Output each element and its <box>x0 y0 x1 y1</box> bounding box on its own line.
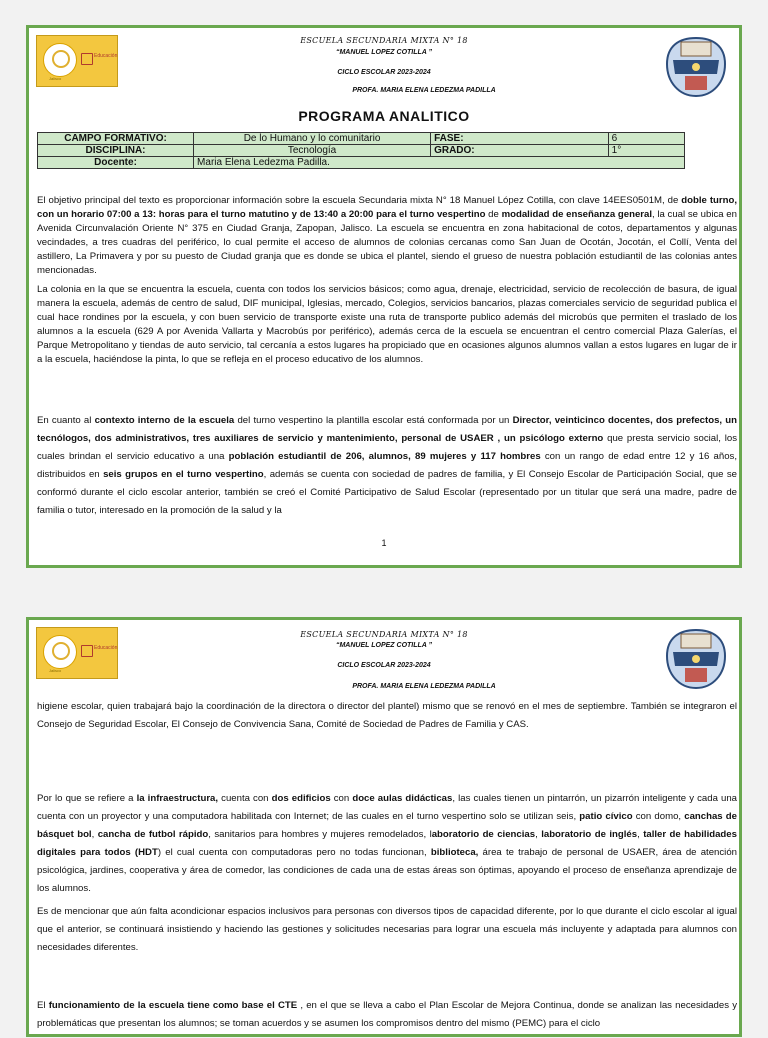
page2-body <box>37 698 737 739</box>
page1-body-context <box>37 412 737 525</box>
page1-body <box>37 194 737 372</box>
page-number: 1 <box>381 538 387 548</box>
paragraph-cte: El funcionamiento de la escuela tiene como base el CTE , en el que se lleva a cabo el Plan Escolar de Mejora Continua, donde se analizan las necesidades y problemáticas que presentan los alumnos; se toman acuerdos y se asumen los compromisos dentro del mismo (PEMC) para el ciclo <box>37 1000 738 1029</box>
school-name: ESCUELA SECUNDARIA MIXTA N° 18 <box>300 36 468 45</box>
table-row <box>38 145 685 157</box>
grado-label: GRADO: <box>431 145 609 157</box>
fase-label: FASE: <box>431 133 609 145</box>
paragraph-infrastructure: Por lo que se refiere a la infraestructura, cuenta con dos edificios con doce aulas didácticas, las cuales tienen un pintarrón, un pizarrón inteligente y cada una cuenta con un proyector y una computadora habilitada con Internet; de las cuales en el turno vespertino solo se utilizan seis, patio cívico con domo, canchas de básquet bol, cancha de futbol rápido, sanitarios para hombres y mujeres remodelados, laboratorio de ciencias, laboratorio de inglés, taller de habilidades digitales para todos (HDT) el cual cuenta con computadoras pero no todas funcionan, biblioteca, área te trabajo de personal de USAER, área de atención psicológica, jardines, cooperativa y área de comedor, las condiciones de cada una de estas áreas son óptimas, apoyando el proceso de enseñanza aprendizaje de los alumnos. <box>37 793 737 894</box>
info-table <box>37 132 685 169</box>
grado-value: 1° <box>608 145 684 157</box>
page2-body-cte <box>37 997 737 1038</box>
docente-value: Maria Elena Ledezma Padilla. <box>194 157 685 169</box>
teacher-name-header: PROFA. MARIA ELENA LEDEZMA PADILLA <box>352 87 496 94</box>
page-title: PROGRAMA ANALITICO <box>298 108 470 124</box>
logo-state-label: Jalisco <box>49 76 62 81</box>
teacher-name-header: PROFA. MARIA ELENA LEDEZMA PADILLA <box>352 683 496 690</box>
disciplina-value: Tecnología <box>194 145 431 157</box>
paragraph-inclusion: Es de mencionar que aún falta acondicionar espacios inclusivos para personas con diversos tipos de capacidad diferente, por lo que durante el ciclo escolar al igual que el anterior, se continuará insistiendo y haciendo las gestiones y solicitudes necesarias para lograr una escuela más incluyente y adaptada para alumnos con necesidades diferentes. <box>37 906 737 953</box>
school-patron: “MANUEL LOPEZ COTILLA ” <box>335 49 433 56</box>
docente-label: Docente: <box>38 157 194 169</box>
school-patron: “MANUEL LOPEZ COTILLA ” <box>335 642 433 649</box>
disciplina-label: DISCIPLINA: <box>38 145 194 157</box>
paragraph-school-info: El objetivo principal del texto es proporcionar información sobre la escuela Secundaria mixta N° 18 Manuel López Cotilla, con clave 14EES0501M, de doble turno, con un horario 07:00 a 13: horas para el turno matutino y de 13:40 a 20:00 para el turno vespertino de modalidad de enseñanza general, la cual se ubica en Avenida Circunvalación Oriente N° 375 en Ciudad Granja, Zapopan, Jalisco. La escuela se encuentra en zona habitacional de cotos, departamentos y algunas vecindades, a tres cuadras del periférico, lo cual permite el acceso de alumnos de colonias cercanas como San Juan de Ocotán, Jocotán, el Collí, Venta del astillero, La Primavera y por su puesto de Ciudad granja que es donde se ubica el plantel, siendo el grueso de nuestra población estudiantil de las colonias antes mencionadas. <box>37 195 737 276</box>
fase-value: 6 <box>608 133 684 145</box>
document-page-1 <box>26 25 742 568</box>
table-row <box>38 157 685 169</box>
campo-value: De lo Humano y lo comunitario <box>194 133 431 145</box>
logo-state-label: Jalisco <box>49 668 62 673</box>
logo-brand-label: Educación <box>94 53 118 59</box>
paragraph-internal-context: En cuanto al contexto interno de la escuela del turno vespertino la plantilla escolar está conformada por un Director, veinticinco docentes, dos prefectos, un tecnólogos, dos administrativos, tres auxiliares de servicio y mantenimiento, personal de USAER , un psicólogo externo que presta servicio social, los cuales brindan el servicio educativo a una población estudiantil de 206, alumnos, 89 mujeres y 117 hombres con un rango de edad entre 12 y 16 años, distribuidos en seis grupos en el turno vespertino, además se cuenta con sociedad de padres de familia, y El Consejo Escolar de Participación Social, que se conformó durante el ciclo escolar anterior, también se creó el Comité Participativo de Salud Escolar (representado por un titular que será una madre, padre de familia o tutor, interesado en la promoción de la salud y la <box>37 415 738 516</box>
school-cycle: CICLO ESCOLAR 2023-2024 <box>337 69 431 76</box>
school-cycle: CICLO ESCOLAR 2023-2024 <box>337 662 431 669</box>
paragraph-hygiene: higiene escolar, quien trabajará bajo la coordinación de la directora o director del plantel) mismo que se renovó en el mes de septiembre. También se integraron el Consejo de Seguridad Escolar, El Consejo de Convivencia Sana, Comité de Sociedad de Padres de Familia y CAS. <box>37 701 737 730</box>
document-page-2 <box>26 617 742 1037</box>
paragraph-colony-services: La colonia en la que se encuentra la escuela, cuenta con todos los servicios básicos; como agua, drenaje, electricidad, servicio de recolección de basura, de igual manera la escuela, además de centro de salud, DIF municipal, Iglesias, mercado, Colegios, servicios bancarios, plazas comerciales servicio de seguridad publica el cual hace rondines por la escuela, y con buen servicio de transporte existe una ruta de transporte publico además del microbús que permiten el traslado de los alumnos a la escuela (629 A por Avenida Vallarta y Macrobús por periférico), además cerca de la escuela se encuentran el centro comercial Plaza Galerías, el Parque Metropolitano y tiendas de auto servicio, tal cercanía a estos lugares ha propiciado que en ocasiones algunos alumnos vallan a estos lugares en lugar de ir a la escuela, haciéndose la pinta, lo que se refleja en el proceso educativo de los alumnos. <box>37 284 737 365</box>
logo-brand-label: Educación <box>94 645 118 651</box>
page2-body-infra <box>37 790 737 962</box>
campo-label: CAMPO FORMATIVO: <box>38 133 194 145</box>
school-name: ESCUELA SECUNDARIA MIXTA N° 18 <box>300 630 468 639</box>
table-row <box>38 133 685 145</box>
